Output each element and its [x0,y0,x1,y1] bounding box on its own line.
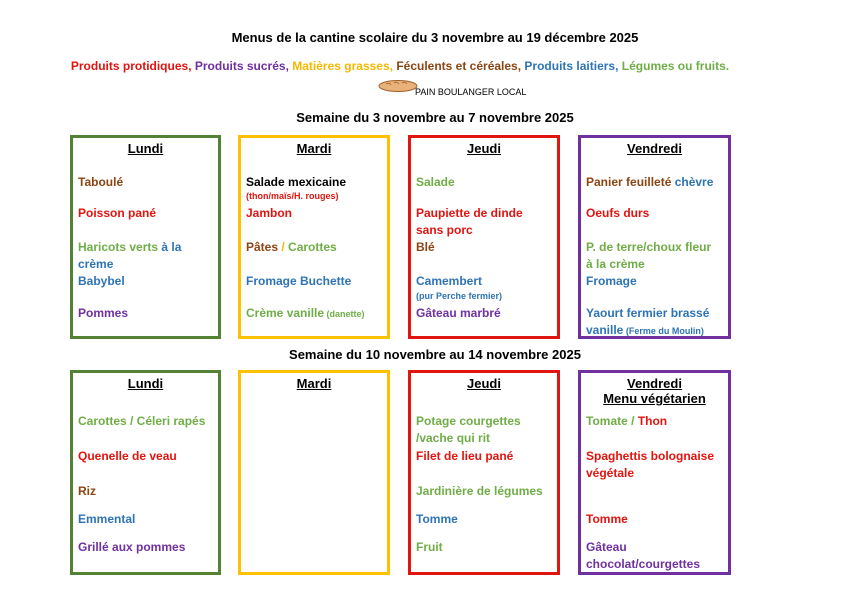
side-dish: Pâtes / Carottes [246,240,337,254]
week2-mardi [238,370,390,575]
starter: Salade [416,175,455,189]
day-name: Lundi [127,141,164,156]
week2-jeudi [408,370,560,575]
side-dish: Jardinière de légumes [416,484,543,498]
starter-note: (thon/maïs/H. rouges) [246,191,339,201]
cheese: Fromage Buchette [246,274,352,288]
legend-fats: Matières grasses, [292,59,393,73]
page-title: Menus de la cantine scolaire du 3 novembre au 19 décembre 2025 [231,30,639,45]
food-group-legend [0,59,800,73]
vegetarian-menu-label: Menu végétarien [603,391,706,406]
cheese: Tomme [586,512,628,526]
starter: Salade mexicaine [246,175,347,189]
dessert: Fruit [416,540,443,554]
day-name: Jeudi [467,376,501,391]
legend-sugars: Produits sucrés, [194,59,289,73]
side-dish-2: à la crème [586,257,645,271]
main-dish: Quenelle de veau [78,449,177,463]
starter: Carottes / Céleri rapés [78,414,206,428]
legend-dairy: Produits laitiers, [524,59,619,73]
cheese: Camembert [416,274,483,288]
dessert: Grillé aux pommes [78,540,186,554]
day-name: Mardi [296,141,332,156]
starter: Panier feuilleté chèvre [586,175,714,189]
week1-title: Semaine du 3 novembre au 7 novembre 2025 [296,110,574,125]
week1-mardi [238,135,390,339]
side-dish: Haricots verts à la crème [78,240,182,271]
starter: Potage courgettes [416,414,521,428]
main-dish: Filet de lieu pané [416,449,514,463]
bread-label: PAIN BOULANGER LOCAL [415,87,527,97]
side-dish: Riz [78,484,96,498]
starter-2: /vache qui rit [416,431,491,445]
main-dish: Oeufs durs [586,206,650,220]
week2-vendredi [578,370,731,575]
week1-vendredi [578,135,731,339]
main-dish: Paupiette de dinde sans porc [416,206,523,237]
day-name: Vendredi [627,141,682,156]
cheese: Tomme [416,512,458,526]
dessert: Gâteau chocolat/courgettes [586,540,701,571]
dessert: Yaourt fermier brassé vanille (Ferme du Moulin) [586,306,710,337]
week1-jeudi [408,135,560,339]
week2-title: Semaine du 10 novembre au 14 novembre 2025 [289,347,581,362]
legend-proteins: Produits protidiques, [70,59,192,73]
cheese: Emmental [78,512,136,526]
dessert: Gâteau marbré [416,306,501,320]
week1-lundi [70,135,221,339]
main-dish: Jambon [246,206,293,220]
starter: Taboulé [78,175,124,189]
cheese: Fromage [586,274,637,288]
day-name: Jeudi [467,141,501,156]
side-dish: Blé [416,240,435,254]
starter: Tomate / Thon [586,414,668,428]
day-name: Vendredi [627,376,682,391]
day-name: Mardi [296,376,332,391]
cheese: Babybel [78,274,125,288]
bread-icon [378,78,418,92]
dessert: Crème vanille (danette) [246,306,365,320]
dessert: Pommes [78,306,129,320]
week2-lundi [70,370,221,575]
cheese-note: (pur Perche fermier) [416,291,503,301]
side-dish: P. de terre/choux fleur [586,240,712,254]
main-dish: Poisson pané [78,206,157,220]
legend-starches: Féculents et céréales, [396,59,522,73]
day-name: Lundi [127,376,164,391]
main-dish: Spaghettis bolognaise végétale [586,449,715,480]
legend-veg: Légumes ou fruits. [621,59,730,73]
